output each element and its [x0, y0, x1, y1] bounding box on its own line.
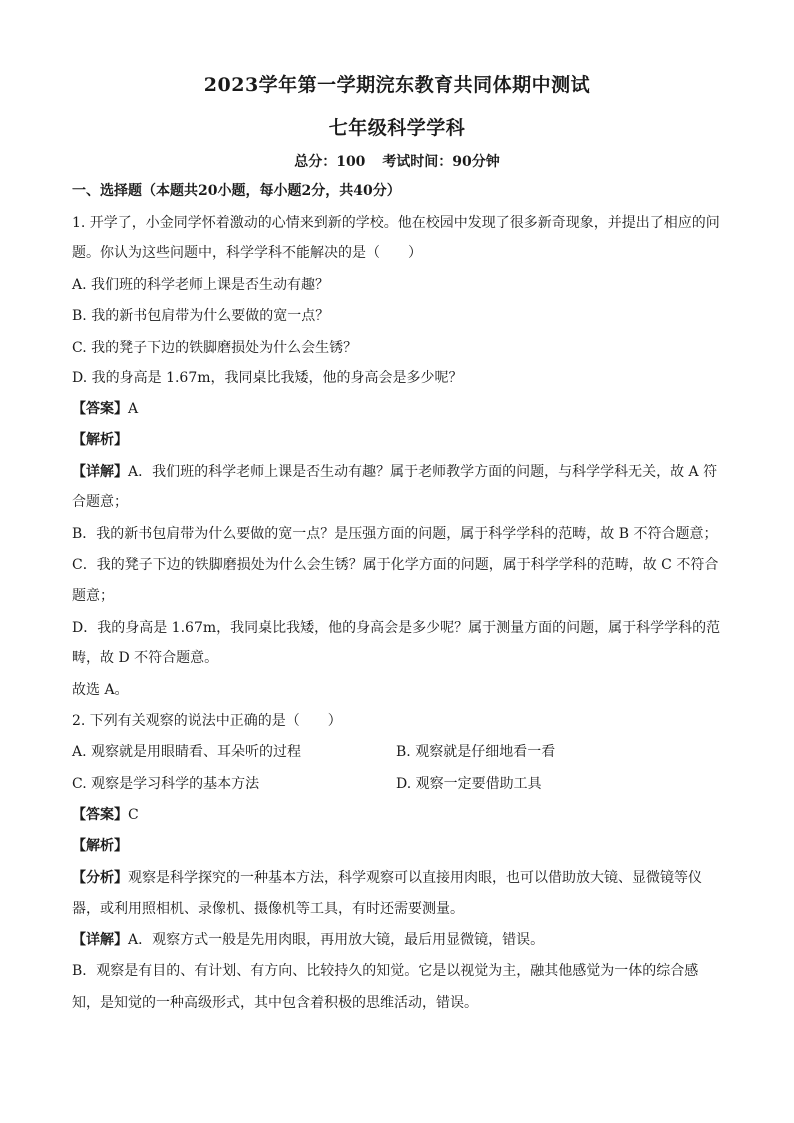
- q2-detail-line3: 知，是知觉的一种高级形式，其中包含着积极的思维活动，错误。: [72, 995, 478, 1011]
- q1-detail-line5: 题意；: [72, 588, 114, 604]
- q1-stem-line2: 题。你认为这些问题中，科学学科不能解决的是（ ）: [72, 245, 422, 261]
- q1-detail-line4: C．我的凳子下边的铁脚磨损处为什么会生锈？属于化学方面的问题，属于科学学科的范畴，故 C 不符合: [72, 557, 719, 573]
- total-score: 总分：100: [294, 154, 366, 170]
- exam-meta: [0, 151, 794, 171]
- q1-detail-line7: 畴，故 D 不符合题意。: [72, 650, 219, 666]
- q2-detail-line2: B．观察是有目的、有计划、有方向、比较持久的知觉。它是以视觉为主，融其他感觉为一体的综合感: [72, 963, 699, 979]
- detail-label: 【详解】: [72, 932, 128, 948]
- q1-analysis-label: 【解析】: [72, 432, 128, 448]
- q2-detail-line1: [72, 930, 724, 950]
- q1-answer: [72, 399, 724, 419]
- q2-options-row1: [72, 742, 724, 762]
- q2-fenxi-line2: 器，或利用照相机、录像机、摄像机等工具，有时还需要测量。: [72, 901, 464, 917]
- q1-option-c: C. 我的凳子下边的铁脚磨损处为什么会生锈？: [72, 340, 358, 356]
- detail-label: 【详解】: [72, 464, 128, 480]
- detail-text: A．观察方式一般是先用肉眼，再用放大镜，最后用显微镜，错误。: [128, 932, 545, 948]
- section-heading: 一、选择题（本题共20小题，每小题2分，共40分）: [72, 183, 401, 199]
- q2-answer: [72, 805, 724, 825]
- q1-detail-line3: B．我的新书包肩带为什么要做的宽一点？是压强方面的问题，属于科学学科的范畴，故 B 不符合题意；: [72, 526, 718, 542]
- q1-detail-line2: 合题意；: [72, 494, 128, 510]
- answer-label: 【答案】: [72, 401, 128, 417]
- exam-subtitle: 七年级科学学科: [328, 117, 466, 139]
- q1-detail-line6: D．我的身高是 1.67m，我同桌比我矮，他的身高会是多少呢？属于测量方面的问题，属于科学学科的范: [72, 620, 721, 636]
- detail-text: A．我们班的科学老师上课是否生动有趣？属于老师教学方面的问题，与科学学科无关，故 A 符: [128, 464, 718, 480]
- q1-stem-line1: 1. 开学了，小金同学怀着激动的心情来到新的学校。他在校园中发现了很多新奇现象，并提出了相应的问: [72, 215, 720, 231]
- fenxi-text: 观察是科学探究的一种基本方法，科学观察可以直接用肉眼，也可以借助放大镜、显微镜等仪: [128, 870, 702, 886]
- q2-option-a: A. 观察就是用眼睛看、耳朵听的过程: [72, 744, 302, 760]
- q1-conclusion: 故选 A。: [72, 682, 129, 698]
- q1-option-b: B. 我的新书包肩带为什么要做的宽一点？: [72, 308, 330, 324]
- q2-options-row2: [72, 774, 724, 794]
- answer-label: 【答案】: [72, 807, 128, 823]
- answer-value: C: [128, 807, 139, 823]
- q1-detail-line1: [72, 462, 724, 482]
- q2-option-d: D. 观察一定要借助工具: [396, 776, 542, 792]
- exam-title: 2023学年第一学期浣东教育共同体期中测试: [203, 74, 591, 96]
- exam-time: 考试时间：90分钟: [382, 154, 500, 170]
- q1-option-d: D. 我的身高是 1.67m，我同桌比我矮，他的身高会是多少呢？: [72, 370, 463, 386]
- q1-option-a: A. 我们班的科学老师上课是否生动有趣？: [72, 277, 330, 293]
- q2-option-b: B. 观察就是仔细地看一看: [396, 744, 556, 760]
- q2-fenxi-line1: [72, 868, 724, 888]
- fenxi-label: 【分析】: [72, 870, 128, 886]
- q2-stem: 2. 下列有关观察的说法中正确的是（ ）: [72, 713, 342, 729]
- answer-value: A: [128, 401, 139, 417]
- q2-option-c: C. 观察是学习科学的基本方法: [72, 776, 260, 792]
- q2-analysis-label: 【解析】: [72, 838, 128, 854]
